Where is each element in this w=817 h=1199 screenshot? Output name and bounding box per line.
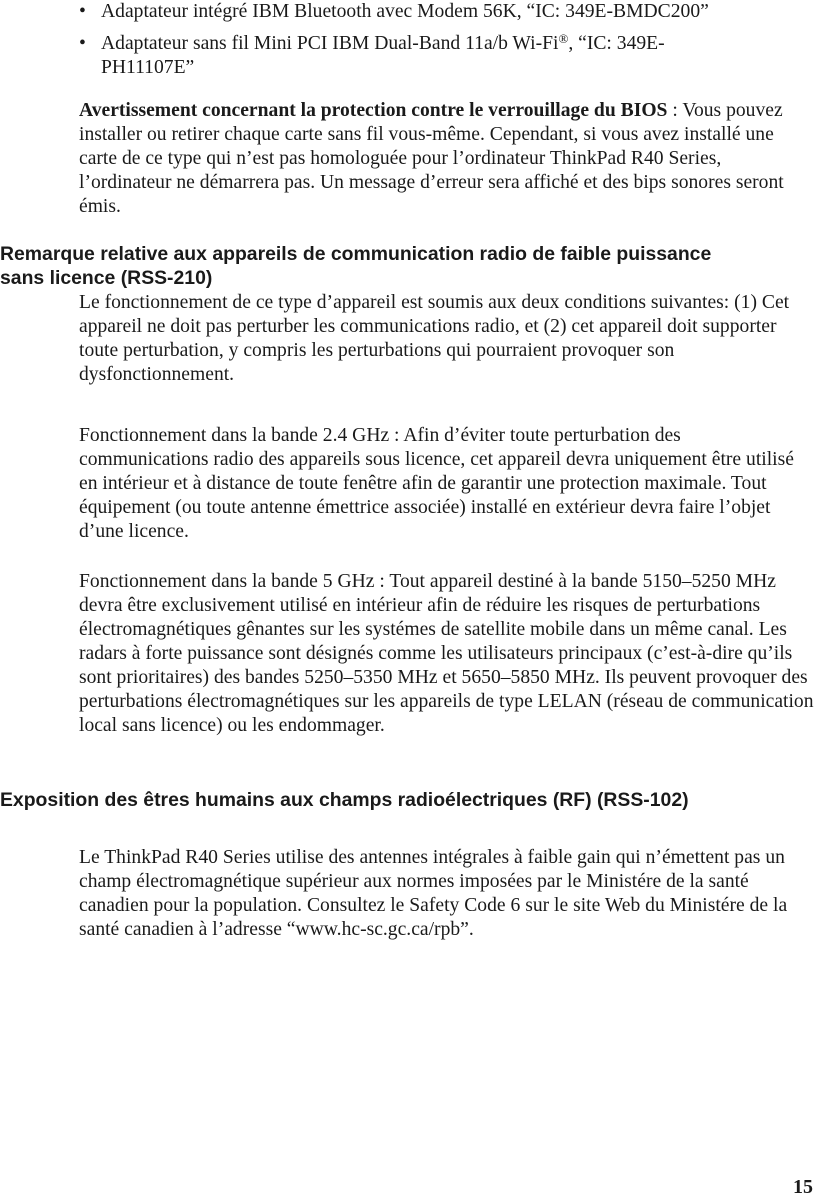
bios-warning-text: Vous pouvez installer ou retirer chaque carte sans fil vous-même. Cependant, si vous avez installé une carte de ce type qui n’est pas homologuée pour l’ordinateur ThinkPad R40 Series, l’ordinateur ne démarrera pas. Un message d’erreur sera affiché et des bips sonores seront émis. <box>79 100 784 217</box>
list-item <box>79 32 809 80</box>
list-item-text: Adaptateur intégré IBM Bluetooth avec Modem 56K, “IC: 349E-BMDC200” <box>101 1 709 22</box>
rss210-paragraph-2: Fonctionnement dans la bande 2.4 GHz : Afin d’éviter toute perturbation des communications radio des appareils sous licence, cet appareil devra uniquement être utilisé en intérieur et à distance de toute fenêtre afin de garantir une protection maximale. Tout équipement (ou toute antenne émettrice associée) installé en extérieur devra faire l’objet d’une licence. <box>79 425 794 542</box>
section-body-rss102 <box>79 846 814 942</box>
bios-warning-label: Avertissement concernant la protection contre le verrouillage du BIOS <box>79 100 668 121</box>
registered-mark: ® <box>558 31 569 46</box>
section-heading-rss210: Remarque relative aux appareils de communication radio de faible puissance sans licence (RSS-210) <box>0 243 712 289</box>
section-body-rss210 <box>79 291 814 387</box>
section-heading-rss102: Exposition des êtres humains aux champs radioélectriques (RF) (RSS-102) <box>0 789 689 811</box>
adapter-list <box>79 0 809 88</box>
bios-warning <box>79 99 814 219</box>
bios-warning-separator: : <box>667 100 683 121</box>
page-number: 15 <box>793 1176 813 1198</box>
section-body-rss210-2 <box>79 424 814 544</box>
rss210-paragraph-1: Le fonctionnement de ce type d’appareil est soumis aux deux conditions suivantes: (1) Cet appareil ne doit pas perturber les communications radio, et (2) cet appareil doit supporter toute perturbation, y compris les perturbations qui pourraient provoquer son dysfonctionnement. <box>79 292 790 385</box>
bios-warning-paragraph <box>79 99 814 219</box>
rss102-paragraph: Le ThinkPad R40 Series utilise des antennes intégrales à faible gain qui n’émettent pas un champ électromagnétique supérieur aux normes imposées par le Ministére de la santé canadien pour la population. Consultez le Safety Code 6 sur le site Web du Ministére de la santé canadien à l’adresse “www.hc-sc.gc.ca/rpb”. <box>79 847 788 940</box>
bullet-icon: • <box>79 1 86 22</box>
bullet-icon: • <box>79 33 86 54</box>
section-body-rss210-3 <box>79 570 814 738</box>
list-item-text-suffix: , “IC: 349E-PH11107E” <box>101 33 665 78</box>
list-item <box>79 0 809 24</box>
rss210-paragraph-3: Fonctionnement dans la bande 5 GHz : Tout appareil destiné à la bande 5150–5250 MHz devra être exclusivement utilisé en intérieur afin de réduire les risques de perturbations électromagnétiques gênantes sur les systémes de satellite mobile dans un même canal. Les radars à forte puissance sont désignés comme les utilisateurs principaux (c’est-à-dire qu’ils sont prioritaires) des bandes 5250–5350 MHz et 5650–5850 MHz. Ils peuvent provoquer des perturbations électromagnétiques sur les appareils de type LELAN (réseau de communication local sans licence) ou les endommager. <box>79 571 814 736</box>
list-item-text: Adaptateur sans fil Mini PCI IBM Dual-Band 11a/b Wi-Fi <box>101 33 559 54</box>
